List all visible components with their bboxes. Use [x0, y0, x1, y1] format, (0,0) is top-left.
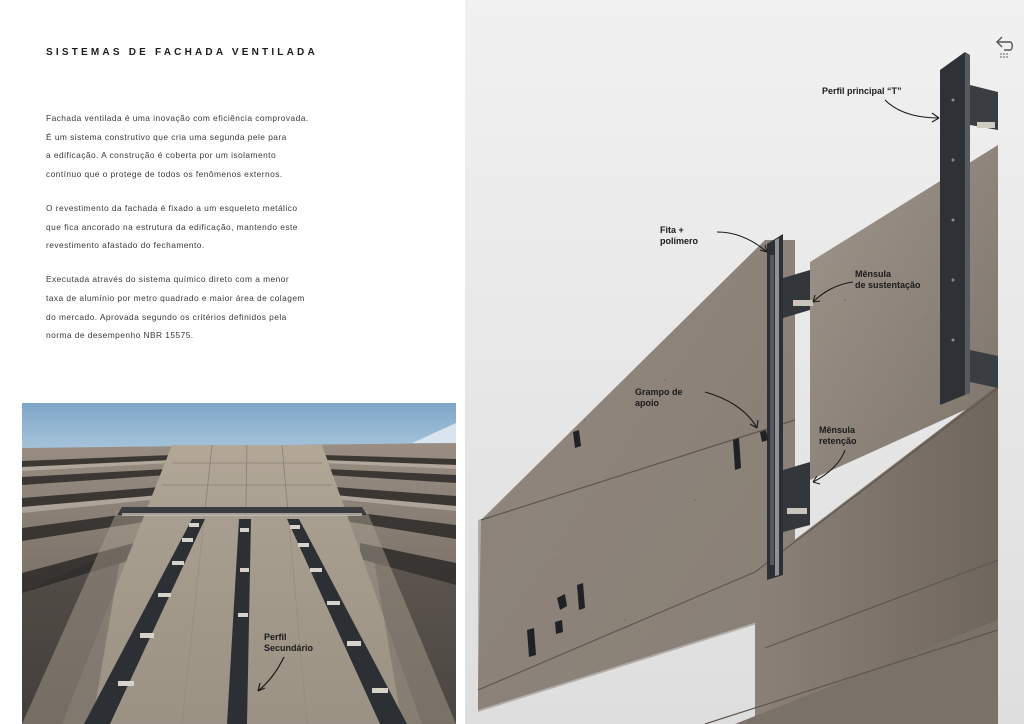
- bracket-retencao: [783, 462, 810, 532]
- label-polimero: polímero: [660, 236, 699, 246]
- text-line: contínuo que o protege de todos os fenômenos externos.: [46, 168, 283, 179]
- facade-bottom-illustration: [22, 403, 456, 724]
- text-line: norma de desempenho NBR 15575.: [46, 330, 194, 341]
- text-line: O revestimento da fachada é fixado a um esqueleto metálico: [46, 202, 298, 213]
- grid-dots-icon: [1000, 53, 1008, 58]
- back-arrow-icon: [997, 37, 1012, 50]
- label-secundario: Secundário: [264, 643, 314, 653]
- facade-right-illustration: [465, 0, 1024, 724]
- paragraph-1: [46, 109, 346, 183]
- paragraph-3: [46, 270, 346, 344]
- body-text: [46, 109, 346, 360]
- vertical-profile-secondary: [767, 234, 783, 580]
- label-mensula-retencao-1: Mênsula: [819, 425, 856, 435]
- text-line: que fica ancorado na estrutura da edificação, mantendo este: [46, 221, 298, 232]
- back-button[interactable]: [992, 30, 1016, 60]
- text-line: Executada através do sistema químico direto com a menor: [46, 274, 290, 285]
- text-line: a edificação. A construção é coberta por um isolamento: [46, 150, 277, 161]
- label-perfil: Perfil: [264, 632, 287, 642]
- paragraph-2: [46, 199, 346, 255]
- facade-photo-bottom: [22, 403, 456, 724]
- text-line: É um sistema construtivo que cria uma segunda pele para: [46, 131, 287, 142]
- text-line: do mercado. Aprovada segundo os critérios definidos pela: [46, 311, 287, 322]
- page-title: SISTEMAS DE FACHADA VENTILADA: [46, 47, 318, 58]
- label-mensula-retencao-2: retenção: [819, 436, 857, 446]
- label-mensula-sustentacao-2: de sustentação: [855, 280, 921, 290]
- label-perfil-principal: Perfil principal “T”: [822, 86, 902, 96]
- right-page: [465, 0, 1024, 724]
- label-grampo: Grampo de: [635, 387, 683, 397]
- label-apoio: apoio: [635, 398, 659, 408]
- left-page: [0, 0, 465, 724]
- text-line: Fachada ventilada é uma inovação com eficiência comprovada.: [46, 113, 309, 123]
- text-line: revestimento afastado do fechamento.: [46, 240, 205, 251]
- text-line: taxa de alumínio por metro quadrado e maior área de colagem: [46, 292, 305, 303]
- label-mensula-sustentacao-1: Mênsula: [855, 269, 892, 279]
- label-fita: Fita +: [660, 225, 684, 235]
